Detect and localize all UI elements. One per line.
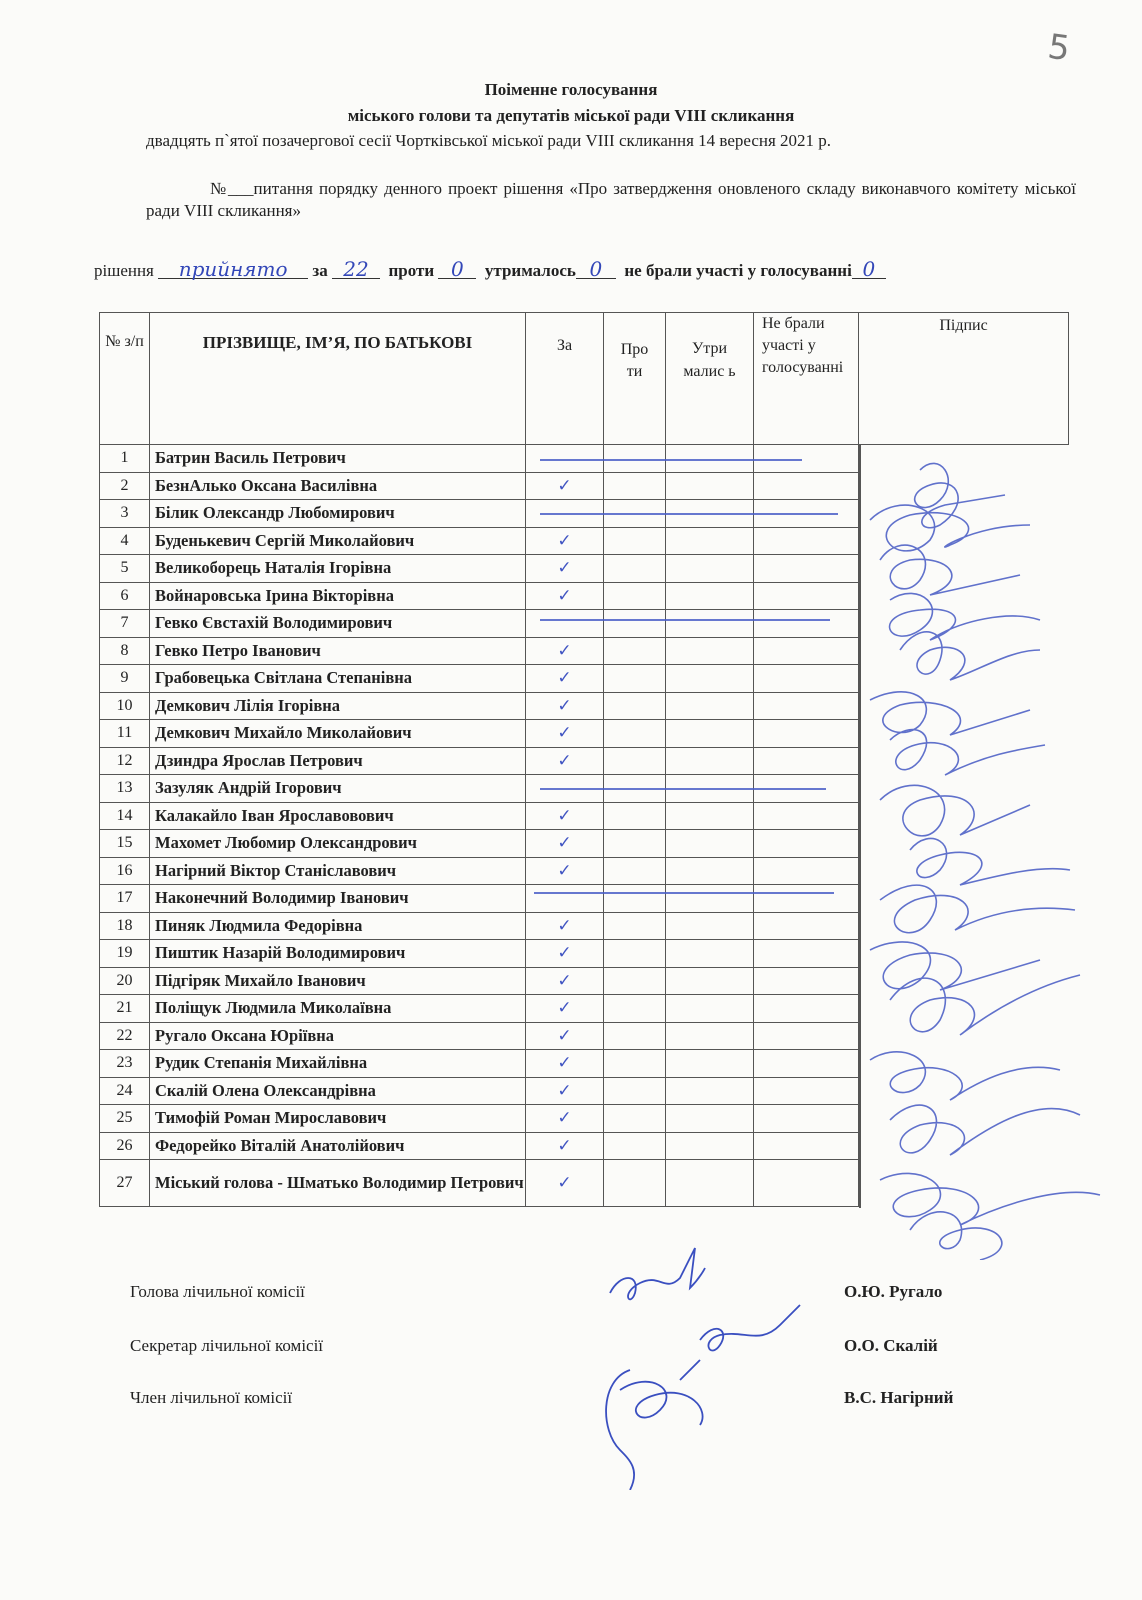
for-count: 22 xyxy=(332,260,380,279)
vote-against-cell xyxy=(604,830,666,858)
row-number: 13 xyxy=(100,775,150,803)
vote-for-mark: ✓ xyxy=(526,720,604,748)
member-name: Гевко Петро Іванович xyxy=(150,637,526,665)
vote-against-cell xyxy=(604,720,666,748)
row-number: 17 xyxy=(100,885,150,913)
vote-abstained-cell xyxy=(666,472,754,500)
row-number: 25 xyxy=(100,1105,150,1133)
row-number: 14 xyxy=(100,802,150,830)
chair-label: Голова лічильної комісії xyxy=(130,1282,305,1301)
vote-against-cell xyxy=(604,940,666,968)
vote-abstained-cell xyxy=(666,747,754,775)
header-for: За xyxy=(526,313,604,445)
vote-not-participated-cell xyxy=(754,1050,859,1078)
member-label: Член лічильної комісії xyxy=(130,1388,293,1407)
vote-abstained-cell xyxy=(666,995,754,1023)
member-name: Демкович Михайло Миколайович xyxy=(150,720,526,748)
strike-row-3 xyxy=(540,513,838,515)
vote-against-cell xyxy=(604,692,666,720)
member-name: Федорейко Віталій Анатолійович xyxy=(150,1132,526,1160)
member-name: Скалій Олена Олександрівна xyxy=(150,1077,526,1105)
member-name: Міський голова - Шматько Володимир Петрович xyxy=(150,1160,526,1207)
row-number: 20 xyxy=(100,967,150,995)
document-title: Поіменне голосування xyxy=(484,80,658,99)
row-number: 12 xyxy=(100,747,150,775)
abstained-label: утрималось xyxy=(484,261,576,280)
vote-not-participated-cell xyxy=(754,1160,859,1207)
row-number: 10 xyxy=(100,692,150,720)
row-number: 4 xyxy=(100,527,150,555)
vote-abstained-cell xyxy=(666,527,754,555)
vote-against-cell xyxy=(604,665,666,693)
vote-not-participated-cell xyxy=(754,1022,859,1050)
vote-not-participated-cell xyxy=(754,637,859,665)
vote-against-cell xyxy=(604,857,666,885)
vote-for-mark: ✓ xyxy=(526,472,604,500)
vote-for-mark xyxy=(526,885,604,913)
vote-for-mark xyxy=(526,610,604,638)
row-number: 3 xyxy=(100,500,150,528)
member-name: Підгіряк Михайло Іванович xyxy=(150,967,526,995)
strike-row-13 xyxy=(540,788,826,790)
vote-against-cell xyxy=(604,1022,666,1050)
vote-for-mark: ✓ xyxy=(526,555,604,583)
vote-for-mark: ✓ xyxy=(526,995,604,1023)
row-number: 5 xyxy=(100,555,150,583)
secretary-label: Секретар лічильної комісії xyxy=(130,1336,324,1355)
vote-not-participated-cell xyxy=(754,665,859,693)
row-number: 27 xyxy=(100,1160,150,1207)
vote-not-participated-cell xyxy=(754,995,859,1023)
member-signature xyxy=(590,1350,730,1490)
vote-against-cell xyxy=(604,472,666,500)
vote-for-mark: ✓ xyxy=(526,857,604,885)
header-name: ПРІЗВИЩЕ, ІМ’Я, ПО БАТЬКОВІ xyxy=(150,313,526,445)
member-name: Грабовецька Світлана Степанівна xyxy=(150,665,526,693)
member-name: Дзиндра Ярослав Петрович xyxy=(150,747,526,775)
vote-for-mark: ✓ xyxy=(526,912,604,940)
member-name: Зазуляк Андрій Ігорович xyxy=(150,775,526,803)
strike-row-7 xyxy=(540,619,830,621)
not-participated-label: не брали участі у голосуванні xyxy=(624,261,852,280)
vote-for-mark: ✓ xyxy=(526,1132,604,1160)
row-number: 7 xyxy=(100,610,150,638)
vote-against-cell xyxy=(604,1077,666,1105)
secretary-name: О.О. Скалій xyxy=(844,1336,938,1355)
vote-not-participated-cell xyxy=(754,610,859,638)
row-number: 15 xyxy=(100,830,150,858)
vote-for-mark: ✓ xyxy=(526,1105,604,1133)
vote-against-cell xyxy=(604,1132,666,1160)
vote-not-participated-cell xyxy=(754,885,859,913)
row-number: 2 xyxy=(100,472,150,500)
vote-against-cell xyxy=(604,555,666,583)
member-name: Великоборець Наталія Ігорівна xyxy=(150,555,526,583)
vote-for-mark: ✓ xyxy=(526,830,604,858)
row-number: 8 xyxy=(100,637,150,665)
vote-against-cell xyxy=(604,527,666,555)
vote-not-participated-cell xyxy=(754,830,859,858)
row-number: 6 xyxy=(100,582,150,610)
vote-against-cell xyxy=(604,747,666,775)
decision-line xyxy=(94,257,886,281)
vote-against-cell xyxy=(604,802,666,830)
for-label: за xyxy=(312,261,328,280)
vote-abstained-cell xyxy=(666,1160,754,1207)
page-number: 5 xyxy=(1045,26,1073,70)
session-info: двадцять п`ятої позачергової сесії Чортківської міської ради VIII скликання 14 вересня 2021 р. xyxy=(146,131,832,150)
header-signature: Підпис xyxy=(859,313,1069,445)
vote-against-cell xyxy=(604,995,666,1023)
against-count: 0 xyxy=(438,260,476,279)
member-name: Демкович Лілія Ігорівна xyxy=(150,692,526,720)
vote-abstained-cell xyxy=(666,1132,754,1160)
document-subtitle: міського голови та депутатів міської ради VIII скликання xyxy=(347,106,795,125)
vote-not-participated-cell xyxy=(754,967,859,995)
vote-for-mark: ✓ xyxy=(526,1160,604,1207)
vote-abstained-cell xyxy=(666,857,754,885)
vote-not-participated-cell xyxy=(754,912,859,940)
member-name: Тимофій Роман Мирославович xyxy=(150,1105,526,1133)
member-name: Войнаровська Ірина Вікторівна xyxy=(150,582,526,610)
member-name: Махомет Любомир Олександрович xyxy=(150,830,526,858)
vote-abstained-cell xyxy=(666,802,754,830)
against-label: проти xyxy=(388,261,435,280)
vote-not-participated-cell xyxy=(754,802,859,830)
vote-against-cell xyxy=(604,1160,666,1207)
row-number: 1 xyxy=(100,445,150,473)
vote-for-mark: ✓ xyxy=(526,747,604,775)
vote-abstained-cell xyxy=(666,692,754,720)
header-num: № з/п xyxy=(100,313,150,445)
decision-result: прийнято xyxy=(158,260,308,279)
vote-for-mark: ✓ xyxy=(526,527,604,555)
row-number: 22 xyxy=(100,1022,150,1050)
vote-not-participated-cell xyxy=(754,1132,859,1160)
vote-for-mark: ✓ xyxy=(526,967,604,995)
vote-for-mark: ✓ xyxy=(526,1050,604,1078)
vote-against-cell xyxy=(604,912,666,940)
member-name: Рудик Степанія Михайлівна xyxy=(150,1050,526,1078)
vote-against-cell xyxy=(604,885,666,913)
vote-abstained-cell xyxy=(666,885,754,913)
signatures-column xyxy=(850,440,1130,1260)
vote-against-cell xyxy=(604,610,666,638)
chair-name: О.Ю. Ругало xyxy=(844,1282,943,1301)
vote-not-participated-cell xyxy=(754,940,859,968)
abstained-count: 0 xyxy=(576,260,616,279)
vote-abstained-cell xyxy=(666,1105,754,1133)
header-not-participated: Не брали участі у голосуванні xyxy=(754,313,859,445)
vote-abstained-cell xyxy=(666,637,754,665)
member-name: БезнАлько Оксана Василівна xyxy=(150,472,526,500)
vote-for-mark: ✓ xyxy=(526,1077,604,1105)
vote-abstained-cell xyxy=(666,1050,754,1078)
vote-against-cell xyxy=(604,582,666,610)
vote-abstained-cell xyxy=(666,610,754,638)
vote-against-cell xyxy=(604,1050,666,1078)
vote-against-cell xyxy=(604,1105,666,1133)
vote-abstained-cell xyxy=(666,665,754,693)
agenda-question: №___питання порядку денного проект рішення «Про затвердження оновленого складу виконавчого комітету міської ради VIII скликання» xyxy=(146,179,1076,220)
vote-for-mark: ✓ xyxy=(526,940,604,968)
vote-for-mark: ✓ xyxy=(526,665,604,693)
member-name: Гевко Євстахій Володимирович xyxy=(150,610,526,638)
vote-for-mark: ✓ xyxy=(526,637,604,665)
vote-abstained-cell xyxy=(666,1022,754,1050)
member-name: Пиштик Назарій Володимирович xyxy=(150,940,526,968)
member-name: Буденькевич Сергій Миколайович xyxy=(150,527,526,555)
vote-not-participated-cell xyxy=(754,857,859,885)
row-number: 26 xyxy=(100,1132,150,1160)
vote-abstained-cell xyxy=(666,1077,754,1105)
vote-against-cell xyxy=(604,967,666,995)
strike-row-1 xyxy=(540,459,802,461)
row-number: 21 xyxy=(100,995,150,1023)
row-number: 19 xyxy=(100,940,150,968)
vote-not-participated-cell xyxy=(754,692,859,720)
vote-abstained-cell xyxy=(666,967,754,995)
not-participated-count: 0 xyxy=(852,260,886,279)
vote-not-participated-cell xyxy=(754,747,859,775)
vote-abstained-cell xyxy=(666,555,754,583)
member-name: Пиняк Людмила Федорівна xyxy=(150,912,526,940)
member-name: Батрин Василь Петрович xyxy=(150,445,526,473)
vote-abstained-cell xyxy=(666,720,754,748)
vote-for-mark: ✓ xyxy=(526,1022,604,1050)
row-number: 16 xyxy=(100,857,150,885)
vote-not-participated-cell xyxy=(754,472,859,500)
decision-label: рішення xyxy=(94,261,154,280)
row-number: 18 xyxy=(100,912,150,940)
header-abstained: Утри малис ь xyxy=(666,313,754,445)
member-name: Поліщук Людмила Миколаївна xyxy=(150,995,526,1023)
row-number: 9 xyxy=(100,665,150,693)
member-name: Нагірний Віктор Станіславович xyxy=(150,857,526,885)
vote-not-participated-cell xyxy=(754,720,859,748)
vote-abstained-cell xyxy=(666,582,754,610)
vote-not-participated-cell xyxy=(754,1105,859,1133)
row-number: 11 xyxy=(100,720,150,748)
vote-not-participated-cell xyxy=(754,527,859,555)
vote-not-participated-cell xyxy=(754,582,859,610)
row-number: 23 xyxy=(100,1050,150,1078)
member-name: Білик Олександр Любомирович xyxy=(150,500,526,528)
row-number: 24 xyxy=(100,1077,150,1105)
vote-not-participated-cell xyxy=(754,1077,859,1105)
strike-row-17 xyxy=(534,892,834,894)
vote-against-cell xyxy=(604,637,666,665)
member-name: Наконечний Володимир Іванович xyxy=(150,885,526,913)
vote-for-mark: ✓ xyxy=(526,802,604,830)
chair-signature xyxy=(600,1238,710,1308)
vote-abstained-cell xyxy=(666,940,754,968)
member-name: Калакайло Іван Ярославовович xyxy=(150,802,526,830)
vote-abstained-cell xyxy=(666,830,754,858)
member-name: Ругало Оксана Юріївна xyxy=(150,1022,526,1050)
member-name: В.С. Нагірний xyxy=(844,1388,954,1407)
header-against: Про ти xyxy=(604,313,666,445)
vote-for-mark: ✓ xyxy=(526,692,604,720)
vote-not-participated-cell xyxy=(754,555,859,583)
vote-for-mark: ✓ xyxy=(526,582,604,610)
vote-abstained-cell xyxy=(666,912,754,940)
